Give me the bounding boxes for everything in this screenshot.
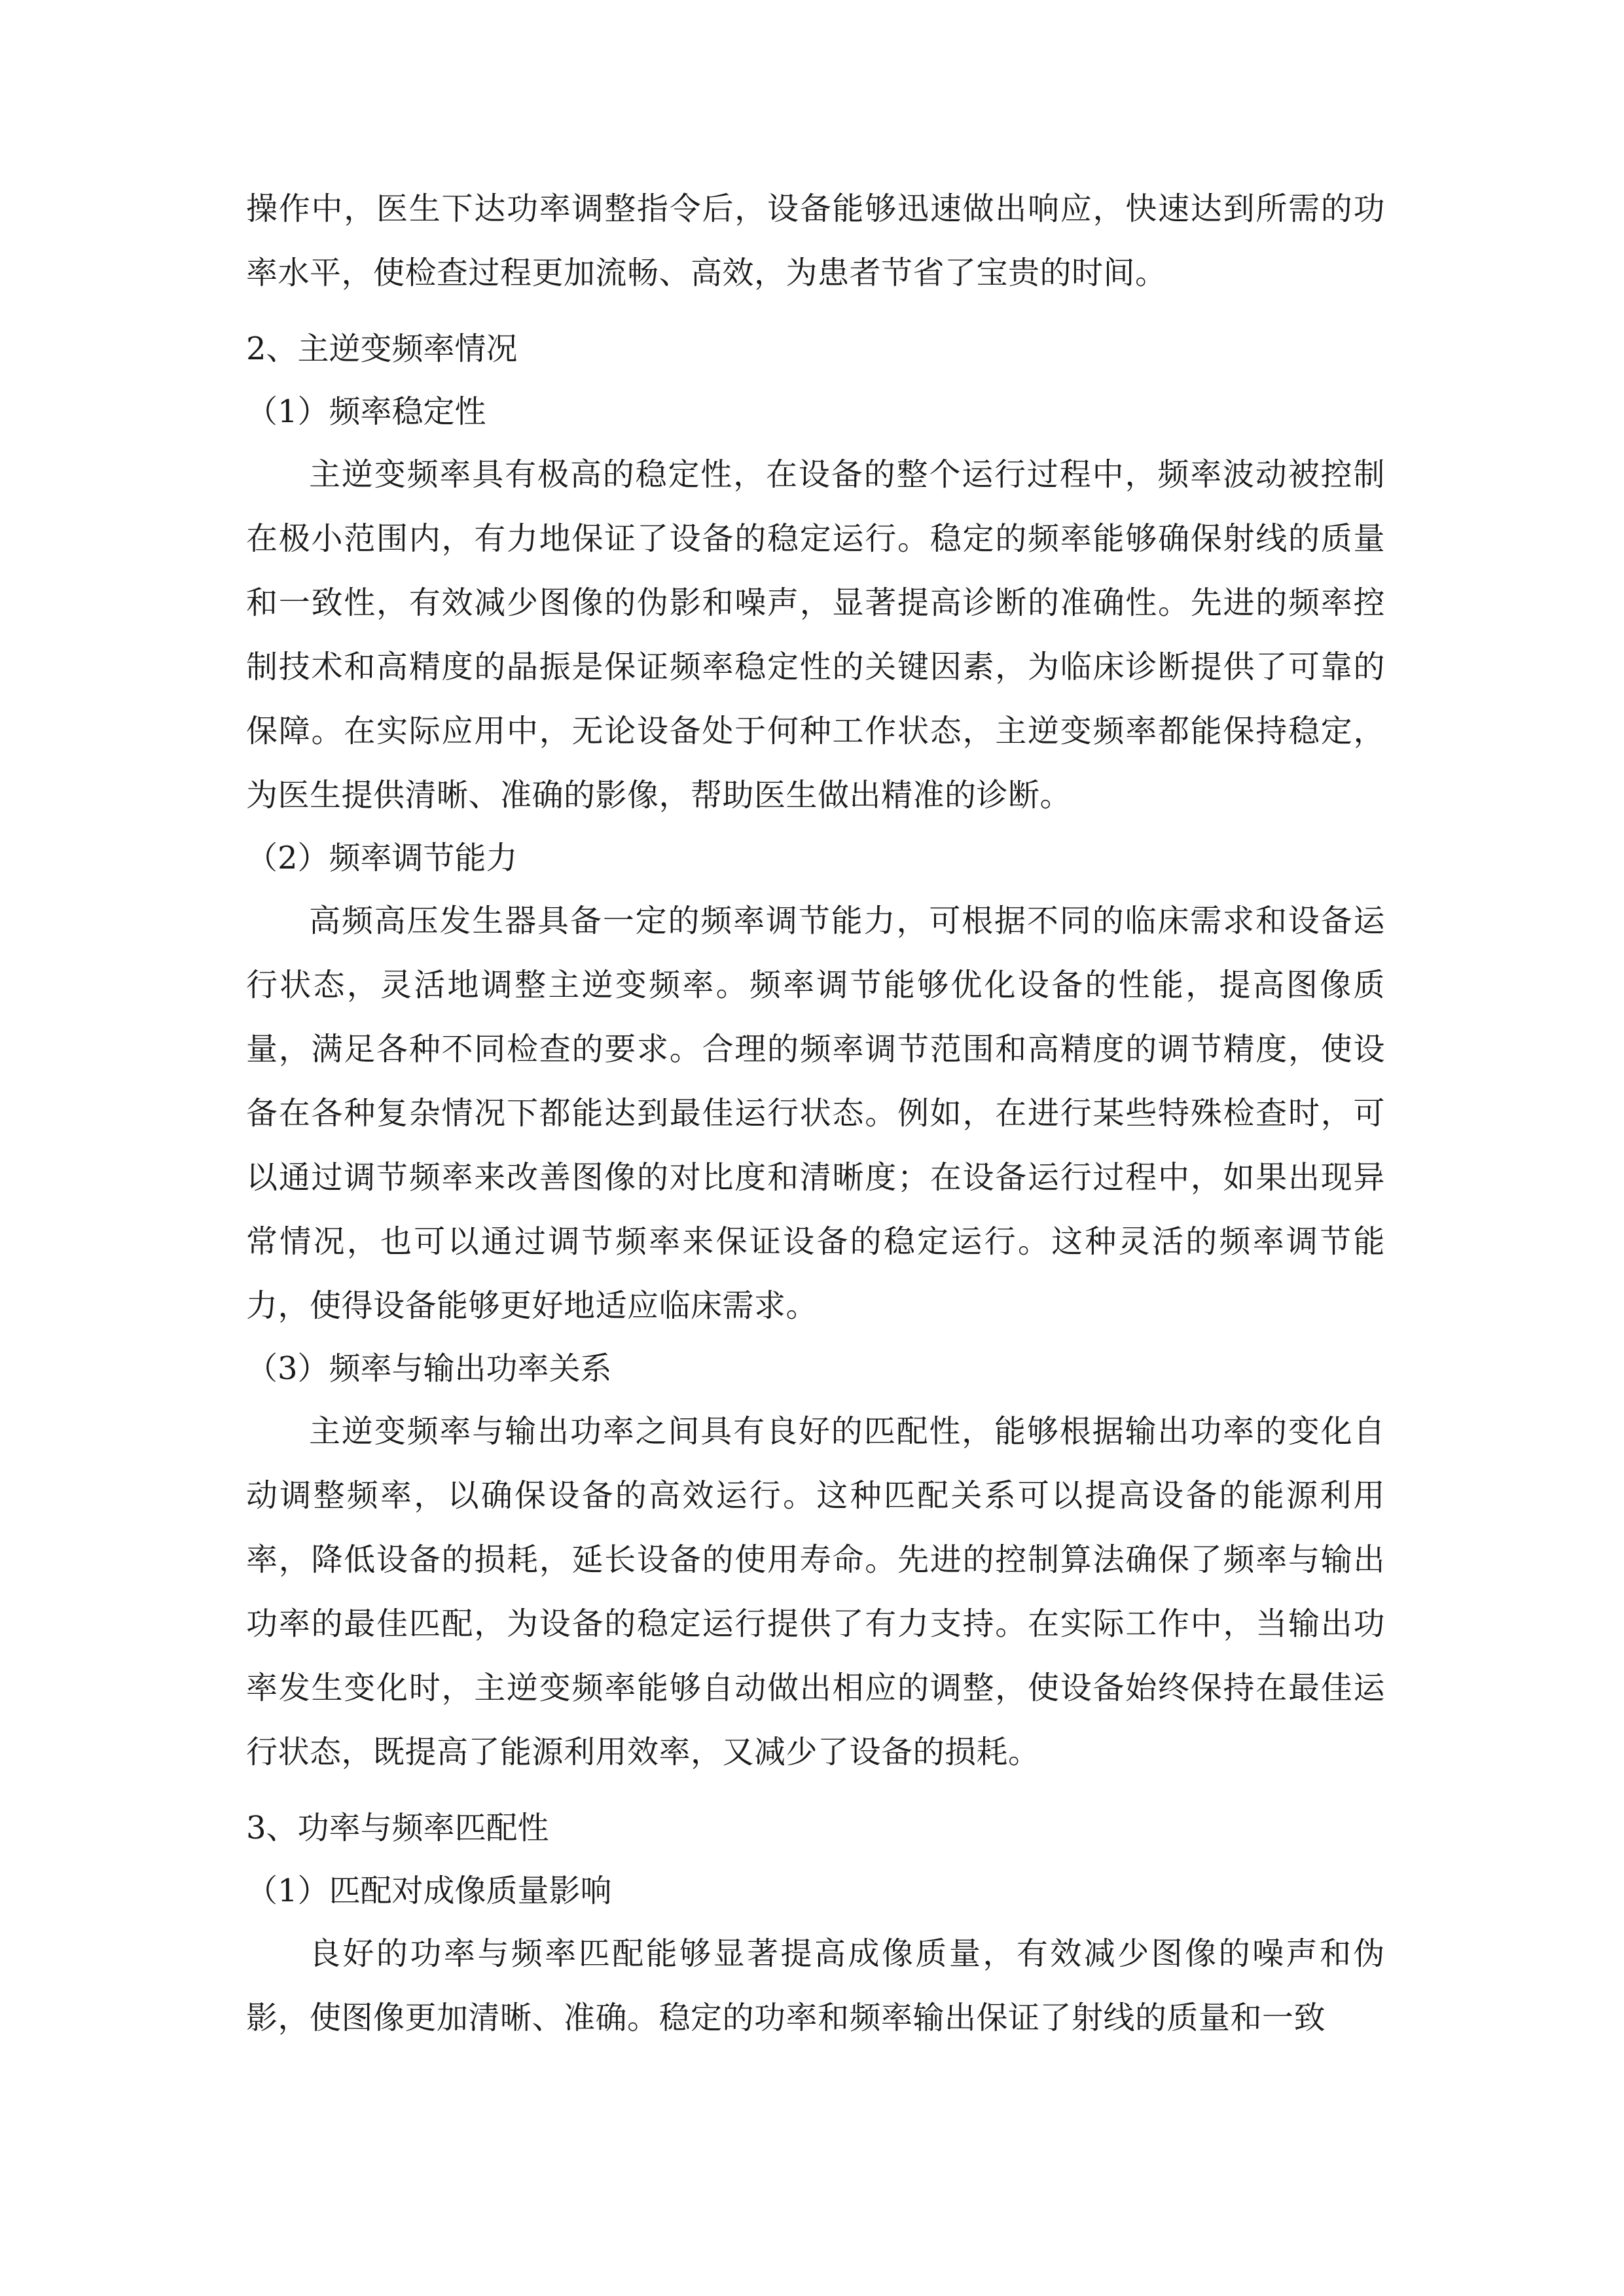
paragraph-power-response: 操作中，医生下达功率调整指令后，设备能够迅速做出响应，快速达到所需的功率水平，使检查过程更加流畅、高效，为患者节省了宝贵的时间。 bbox=[246, 190, 1385, 291]
subheading-frequency-stability: （1）频率稳定性 bbox=[246, 393, 486, 430]
subheading-matching-imaging-quality: （1）匹配对成像质量影响 bbox=[246, 1873, 612, 1909]
paragraph-frequency-stability: 主逆变频率具有极高的稳定性，在设备的整个运行过程中，频率波动被控制在极小范围内，有力地保证了设备的稳定运行。稳定的频率能够确保射线的质量和一致性，有效减少图像的伪影和噪声，显著提高诊断的准确性。先进的频率控制技术和高精度的晶振是保证频率稳定性的关键因素，为临床诊断提供了可靠的保障。在实际应用中，无论设备处于何种工作状态，主逆变频率都能保持稳定，为医生提供清晰、准确的影像，帮助医生做出精准的诊断。 bbox=[246, 456, 1385, 814]
subheading-frequency-power-relation: （3）频率与输出功率关系 bbox=[246, 1350, 612, 1387]
section-heading-power-frequency-matching: 3、功率与频率匹配性 bbox=[246, 1810, 549, 1846]
subheading-frequency-regulation: （2）频率调节能力 bbox=[246, 840, 518, 876]
paragraph-frequency-power-relation: 主逆变频率与输出功率之间具有良好的匹配性，能够根据输出功率的变化自动调整频率，以确保设备的高效运行。这种匹配关系可以提高设备的能源利用率，降低设备的损耗，延长设备的使用寿命。先进的控制算法确保了频率与输出功率的最佳匹配，为设备的稳定运行提供了有力支持。在实际工作中，当输出功率发生变化时，主逆变频率能够自动做出相应的调整，使设备始终保持在最佳运行状态，既提高了能源利用效率，又减少了设备的损耗。 bbox=[246, 1413, 1385, 1770]
paragraph-matching-imaging-quality: 良好的功率与频率匹配能够显著提高成像质量，有效减少图像的噪声和伪影，使图像更加清晰、准确。稳定的功率和频率输出保证了射线的质量和一致 bbox=[246, 1935, 1385, 2036]
paragraph-frequency-regulation: 高频高压发生器具备一定的频率调节能力，可根据不同的临床需求和设备运行状态，灵活地调整主逆变频率。频率调节能够优化设备的性能，提高图像质量，满足各种不同检查的要求。合理的频率调节范围和高精度的调节精度，使设备在各种复杂情况下都能达到最佳运行状态。例如，在进行某些特殊检查时，可以通过调节频率来改善图像的对比度和清晰度；在设备运行过程中，如果出现异常情况，也可以通过调节频率来保证设备的稳定运行。这种灵活的频率调节能力，使得设备能够更好地适应临床需求。 bbox=[246, 903, 1385, 1324]
document-page bbox=[246, 177, 1385, 2050]
section-heading-inverter-frequency: 2、主逆变频率情况 bbox=[246, 331, 518, 367]
